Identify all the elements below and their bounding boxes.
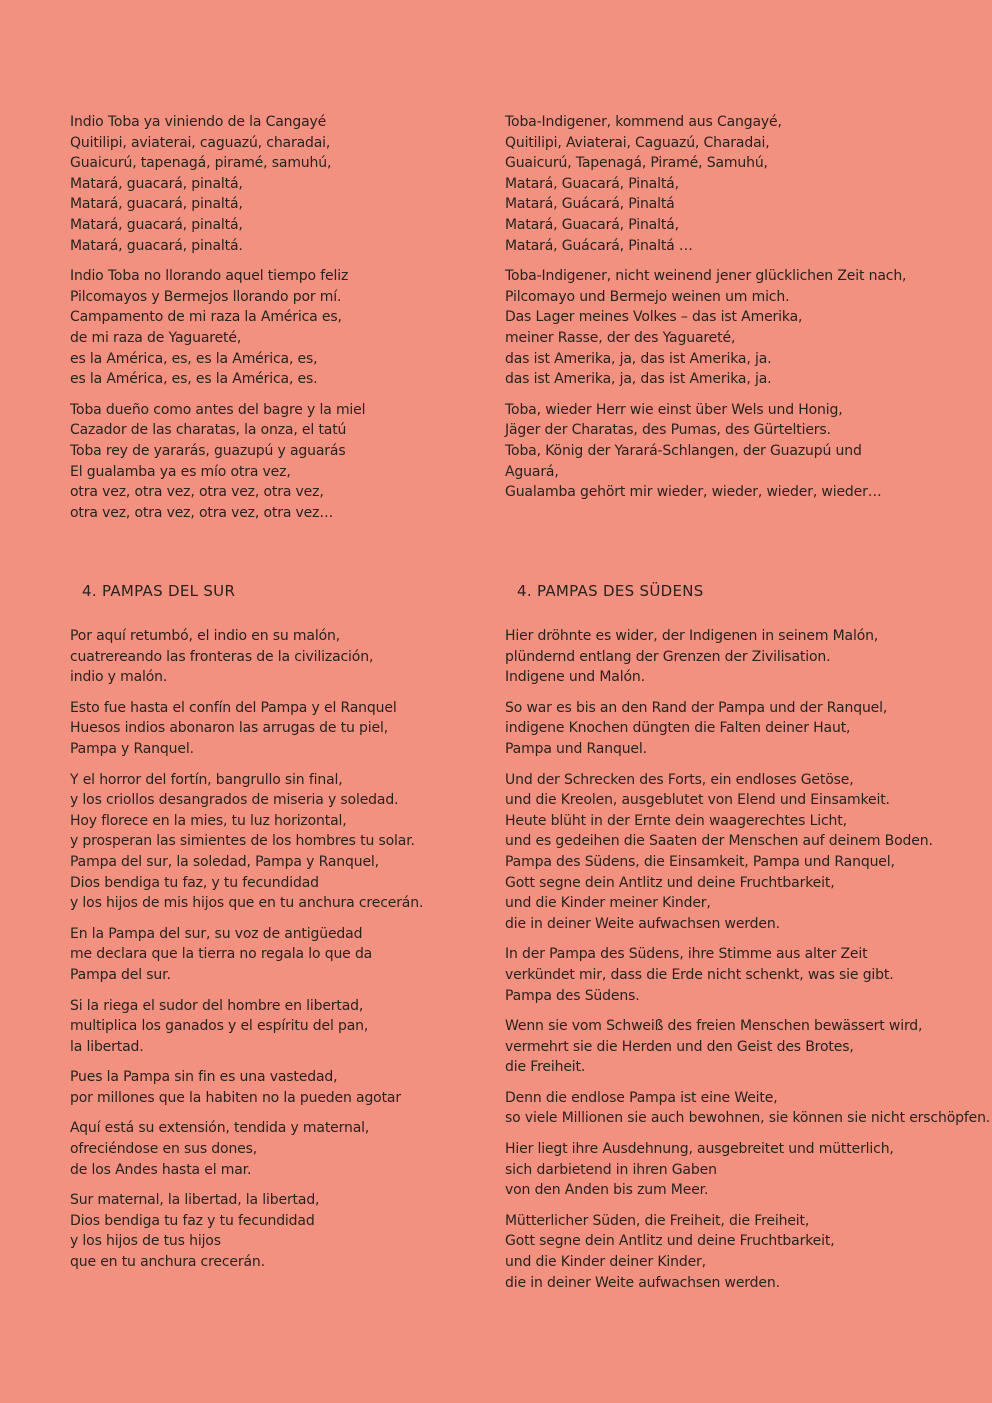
lyric-line: y prosperan las simientes de los hombres tu solar. (70, 833, 415, 850)
lyric-line: Aguará, (505, 463, 559, 480)
lyric-line: Toba, wieder Herr wie einst über Wels und Honig, (505, 401, 843, 418)
stanza (70, 996, 540, 1058)
section-heading-german: 4. PAMPAS DES SÜDENS (517, 582, 704, 600)
lyric-line: meiner Rasse, der des Yaguareté, (505, 329, 736, 346)
lyric-line: otra vez, otra vez, otra vez, otra vez… (70, 504, 334, 521)
lyric-line: Denn die endlose Pampa ist eine Weite, (505, 1089, 778, 1106)
lyric-line: Quitilipi, Aviaterai, Caguazú, Charadai, (505, 134, 770, 151)
lyric-line: Heute blüht in der Ernte dein waagerechtes Licht, (505, 812, 847, 829)
lyric-line: Matará, guacará, pinaltá, (70, 175, 243, 192)
stanza (505, 266, 975, 390)
lyric-line: Por aquí retumbó, el indio en su malón, (70, 628, 341, 644)
lyric-line: Hier dröhnte es wider, der Indigenen in seinem Malón, (505, 628, 879, 644)
stanza (505, 770, 975, 935)
lyric-line: Cazador de las charatas, la onza, el tatú (70, 422, 347, 439)
lyric-line: Toba, König der Yarará-Schlangen, der Guazupú und (505, 442, 862, 459)
lyric-line: Pues la Pampa sin fin es una vastedad, (70, 1069, 338, 1086)
lyric-line: En la Pampa del sur, su voz de antigüedad (70, 925, 363, 942)
lyric-line: Huesos indios abonaron las arrugas de tu piel, (70, 720, 389, 737)
lyric-line: y los hijos de mis hijos que en tu anchura crecerán. (70, 895, 424, 912)
lyric-line: de los Andes hasta el mar. (70, 1161, 252, 1178)
lyric-line: Matará, Guácará, Pinaltá … (505, 237, 693, 254)
lyric-line: y los hijos de tus hijos (70, 1233, 221, 1250)
lyric-line: sich darbietend in ihren Gaben (505, 1161, 717, 1178)
stanza (70, 266, 540, 390)
lyric-line: Pilcomayos y Bermejos llorando por mí. (70, 288, 342, 305)
lyric-line: das ist Amerika, ja, das ist Amerika, ja. (505, 371, 772, 388)
lyric-line: y los criollos desangrados de miseria y soledad. (70, 792, 399, 809)
lyric-line: indio y malón. (70, 669, 168, 686)
lyric-line: El gualamba ya es mío otra vez, (70, 463, 291, 480)
lyric-line: Gott segne dein Antlitz und deine Fruchtbarkeit, (505, 874, 835, 891)
lyric-line: ofreciéndose en sus dones, (70, 1141, 258, 1158)
stanza (505, 1088, 991, 1129)
lyric-line: Aquí está su extensión, tendida y maternal, (70, 1120, 370, 1137)
lyric-line: cuatrereando las fronteras de la civilización, (70, 648, 374, 665)
lyric-line: Gott segne dein Antlitz und deine Fruchtbarkeit, (505, 1233, 835, 1250)
lyric-line: und die Kinder meiner Kinder, (505, 895, 711, 912)
lyric-line: es la América, es, es la América, es. (70, 371, 318, 388)
lyric-line: Matará, guacará, pinaltá. (70, 237, 243, 254)
pampas-lyrics-spanish (70, 626, 540, 1283)
lyric-line: Pampa y Ranquel. (70, 740, 194, 757)
lyric-line: Pampa del sur. (70, 966, 171, 983)
lyric-line: und die Kinder deiner Kinder, (505, 1254, 706, 1271)
lyric-line: Matará, Guacará, Pinaltá, (505, 175, 679, 192)
stanza (505, 698, 975, 760)
lyric-line: Matará, Guacará, Pinaltá, (505, 216, 679, 233)
lyric-line: das ist Amerika, ja, das ist Amerika, ja. (505, 350, 772, 367)
stanza (70, 626, 540, 688)
lyric-line: In der Pampa des Südens, ihre Stimme aus alter Zeit (505, 946, 868, 963)
stanza (505, 1016, 975, 1078)
lyric-line: Gualamba gehört mir wieder, wieder, wieder, wieder… (505, 484, 882, 501)
lyric-line: Indigene und Malón. (505, 669, 645, 686)
lyric-line: Quitilipi, aviaterai, caguazú, charadai, (70, 134, 331, 151)
lyric-line: Pampa des Südens. (505, 987, 640, 1004)
lyric-line: Dios bendiga tu faz y tu fecundidad (70, 1212, 315, 1229)
lyric-line: de mi raza de Yaguareté, (70, 329, 242, 346)
stanza (505, 626, 975, 688)
lyric-line: die in deiner Weite aufwachsen werden. (505, 1274, 780, 1291)
lyric-line: und die Kreolen, ausgeblutet von Elend und Einsamkeit. (505, 792, 890, 809)
lyric-line: otra vez, otra vez, otra vez, otra vez, (70, 484, 324, 501)
lyric-line: und es gedeihen die Saaten der Menschen auf deinem Boden. (505, 833, 933, 850)
lyric-line: Sur maternal, la libertad, la libertad, (70, 1192, 320, 1209)
stanza (505, 1139, 975, 1201)
lyric-line: la libertad. (70, 1038, 144, 1055)
lyric-line: so viele Millionen sie auch bewohnen, sie können sie nicht erschöpfen. (505, 1110, 991, 1127)
lyric-line: vermehrt sie die Herden und den Geist des Brotes, (505, 1038, 854, 1055)
stanza (70, 698, 540, 760)
lyric-line: Campamento de mi raza la América es, (70, 309, 342, 326)
lyric-line: Pampa und Ranquel. (505, 740, 647, 757)
lyric-line: So war es bis an den Rand der Pampa und der Ranquel, (505, 699, 888, 716)
lyric-line: Matará, Guácará, Pinaltá (505, 196, 675, 213)
lyric-line: es la América, es, es la América, es, (70, 350, 318, 367)
section-heading-spanish: 4. PAMPAS DEL SUR (82, 582, 236, 600)
lyric-line: Dios bendiga tu faz, y tu fecundidad (70, 874, 319, 891)
lyric-line: die Freiheit. (505, 1059, 586, 1076)
lyric-line: Jäger der Charatas, des Pumas, des Gürteltiers. (505, 422, 831, 439)
lyric-line: die in deiner Weite aufwachsen werden. (505, 915, 780, 932)
stanza (70, 400, 540, 524)
lyric-line: Pampa del sur, la soledad, Pampa y Ranquel, (70, 853, 379, 870)
lyric-line: verkündet mir, dass die Erde nicht schenkt, was sie gibt. (505, 966, 894, 983)
stanza (70, 924, 540, 986)
lyric-line: Mütterlicher Süden, die Freiheit, die Freiheit, (505, 1212, 810, 1229)
toba-lyrics-german (505, 112, 975, 513)
toba-lyrics-spanish (70, 112, 540, 533)
lyric-line: Toba-Indigener, nicht weinend jener glücklichen Zeit nach, (505, 268, 907, 285)
lyric-line: Das Lager meines Volkes – das ist Amerika, (505, 309, 803, 326)
lyric-line: Toba-Indigener, kommend aus Cangayé, (505, 114, 782, 130)
lyric-line: Si la riega el sudor del hombre en libertad, (70, 997, 364, 1014)
lyric-line: Matará, guacará, pinaltá, (70, 196, 243, 213)
lyric-line: me declara que la tierra no regala lo que da (70, 946, 373, 963)
stanza (505, 112, 975, 256)
stanza (70, 1118, 540, 1180)
lyric-line: Hoy florece en la mies, tu luz horizontal, (70, 812, 347, 829)
lyric-line: Toba dueño como antes del bagre y la miel (70, 401, 366, 418)
lyric-line: Pampa des Südens, die Einsamkeit, Pampa und Ranquel, (505, 853, 895, 870)
pampas-lyrics-german (505, 626, 991, 1303)
lyric-line: Und der Schrecken des Forts, ein endloses Getöse, (505, 771, 854, 788)
lyric-line: Esto fue hasta el confín del Pampa y el Ranquel (70, 699, 397, 716)
stanza (70, 770, 540, 914)
lyric-line: Y el horror del fortín, bangrullo sin final, (70, 771, 343, 788)
lyric-line: Indio Toba ya viniendo de la Cangayé (70, 114, 327, 130)
lyric-line: indigene Knochen düngten die Falten deiner Haut, (505, 720, 851, 737)
lyric-line: Pilcomayo und Bermejo weinen um mich. (505, 288, 790, 305)
lyric-line: von den Anden bis zum Meer. (505, 1182, 709, 1199)
lyric-line: plündernd entlang der Grenzen der Zivilisation. (505, 648, 831, 665)
lyric-line: Guaicurú, Tapenagá, Piramé, Samuhú, (505, 155, 768, 172)
stanza (505, 944, 975, 1006)
lyric-line: que en tu anchura crecerán. (70, 1254, 265, 1271)
stanza (505, 1211, 975, 1293)
stanza (70, 1067, 540, 1108)
lyric-line: multiplica los ganados y el espíritu del pan, (70, 1018, 369, 1035)
lyric-line: Guaicurú, tapenagá, piramé, samuhú, (70, 155, 332, 172)
lyric-line: Matará, guacará, pinaltá, (70, 216, 243, 233)
stanza (505, 400, 975, 503)
stanza (70, 1190, 540, 1272)
lyric-line: Indio Toba no llorando aquel tiempo feliz (70, 268, 349, 285)
lyric-line: Toba rey de yararás, guazupú y aguarás (70, 442, 346, 459)
lyric-line: por millones que la habiten no la pueden agotar (70, 1089, 401, 1106)
lyric-line: Wenn sie vom Schweiß des freien Menschen bewässert wird, (505, 1018, 923, 1035)
lyric-line: Hier liegt ihre Ausdehnung, ausgebreitet und mütterlich, (505, 1141, 894, 1158)
stanza (70, 112, 540, 256)
